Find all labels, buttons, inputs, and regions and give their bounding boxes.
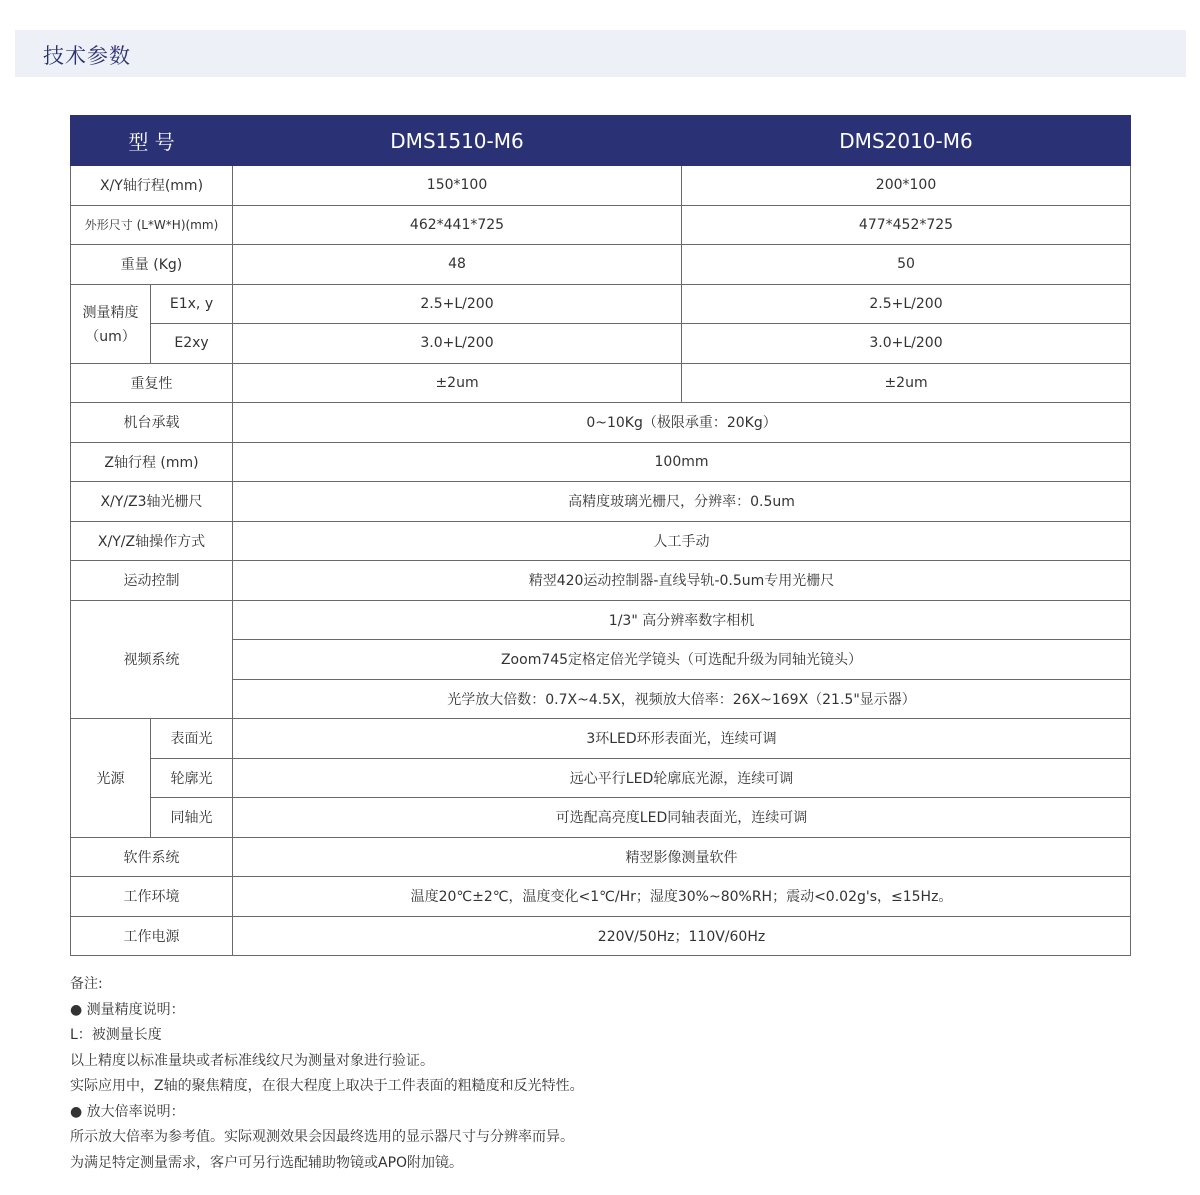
notes-line: ● 测量精度说明： [70,1001,185,1018]
cell-value: Zoom745定格定倍光学镜头（可选配升级为同轴光镜头） [233,640,1131,680]
row-sublabel: E2xy [151,324,233,364]
row-label: X/Y/Z轴操作方式 [71,521,233,561]
table-row [71,205,1131,245]
cell-value: ±2um [682,363,1131,403]
cell-value: 48 [233,245,682,285]
row-label: 工作环境 [71,877,233,917]
cell-value: 精翌影像测量软件 [233,837,1131,877]
table-row [71,442,1131,482]
table-row [71,758,1131,798]
section-title: 技术参数 [43,44,131,68]
cell-value: 150*100 [233,166,682,206]
table-row [71,166,1131,206]
notes-line: 以上精度以标准量块或者标准线纹尺为测量对象进行验证。 [70,1052,434,1069]
cell-value: 可选配高亮度LED同轴表面光，连续可调 [233,798,1131,838]
cell-value: 3.0+L/200 [682,324,1131,364]
table-row [71,600,1131,640]
cell-value: 200*100 [682,166,1131,206]
accuracy-group-label [71,284,151,363]
header-model-a: DMS1510-M6 [233,116,682,166]
table-row [71,719,1131,759]
row-sublabel: E1x, y [151,284,233,324]
row-label: 运动控制 [71,561,233,601]
table-row [71,916,1131,956]
table-row [71,403,1131,443]
table-row [71,798,1131,838]
row-label: X/Y轴行程(mm) [71,166,233,206]
cell-value: 温度20℃±2℃，温度变化<1℃/Hr；湿度30%~80%RH；震动<0.02g's，≤15Hz。 [233,877,1131,917]
cell-value: 远心平行LED轮廓底光源，连续可调 [233,758,1131,798]
cell-value: 3环LED环形表面光，连续可调 [233,719,1131,759]
spec-table [70,115,1131,956]
row-label: 重量 (Kg) [71,245,233,285]
cell-value: 3.0+L/200 [233,324,682,364]
accuracy-label-line1: 测量精度 [82,304,139,321]
table-row [71,482,1131,522]
cell-value: 477*452*725 [682,205,1131,245]
cell-value: 光学放大倍数：0.7X~4.5X，视频放大倍率：26X~169X（21.5"显示器） [233,679,1131,719]
cell-value: ±2um [233,363,682,403]
notes-line: ● 放大倍率说明： [70,1103,185,1120]
light-group-label: 光源 [71,719,151,838]
section-title-bar [15,30,1186,77]
table-row [71,324,1131,364]
row-label: 重复性 [71,363,233,403]
table-row [71,877,1131,917]
notes-heading: 备注: [70,976,103,992]
table-header-row [71,116,1131,166]
table-row [71,245,1131,285]
row-label: 外形尺寸 (L*W*H)(mm) [71,205,233,245]
row-label: 视频系统 [71,600,233,719]
table-row [71,363,1131,403]
cell-value: 高精度玻璃光栅尺，分辨率：0.5um [233,482,1131,522]
row-label: Z轴行程 (mm) [71,442,233,482]
row-label: X/Y/Z3轴光栅尺 [71,482,233,522]
cell-value: 0~10Kg（极限承重：20Kg） [233,403,1131,443]
row-sublabel: 轮廓光 [151,758,233,798]
notes-line: 所示放大倍率为参考值。实际观测效果会因最终选用的显示器尺寸与分辨率而异。 [70,1129,574,1145]
header-model-b: DMS2010-M6 [682,116,1131,166]
table-row [71,837,1131,877]
notes-line: 为满足特定测量需求，客户可另行选配辅助物镜或APO附加镜。 [70,1154,464,1171]
row-label: 工作电源 [71,916,233,956]
cell-value: 462*441*725 [233,205,682,245]
table-row [71,561,1131,601]
notes-line: 实际应用中，Z轴的聚焦精度，在很大程度上取决于工件表面的粗糙度和反光特性。 [70,1078,584,1094]
notes-section [70,972,584,1176]
cell-value: 1/3" 高分辨率数字相机 [233,600,1131,640]
cell-value: 人工手动 [233,521,1131,561]
header-model-label: 型 号 [71,116,233,166]
table-row [71,284,1131,324]
row-label: 机台承载 [71,403,233,443]
cell-value: 50 [682,245,1131,285]
notes-line: L：被测量长度 [70,1027,162,1043]
row-label: 软件系统 [71,837,233,877]
table-row [71,521,1131,561]
cell-value: 2.5+L/200 [233,284,682,324]
cell-value: 精翌420运动控制器-直线导轨-0.5um专用光栅尺 [233,561,1131,601]
cell-value: 2.5+L/200 [682,284,1131,324]
cell-value: 100mm [233,442,1131,482]
row-sublabel: 同轴光 [151,798,233,838]
accuracy-label-line2: （um） [85,328,136,345]
cell-value: 220V/50Hz；110V/60Hz [233,916,1131,956]
row-sublabel: 表面光 [151,719,233,759]
